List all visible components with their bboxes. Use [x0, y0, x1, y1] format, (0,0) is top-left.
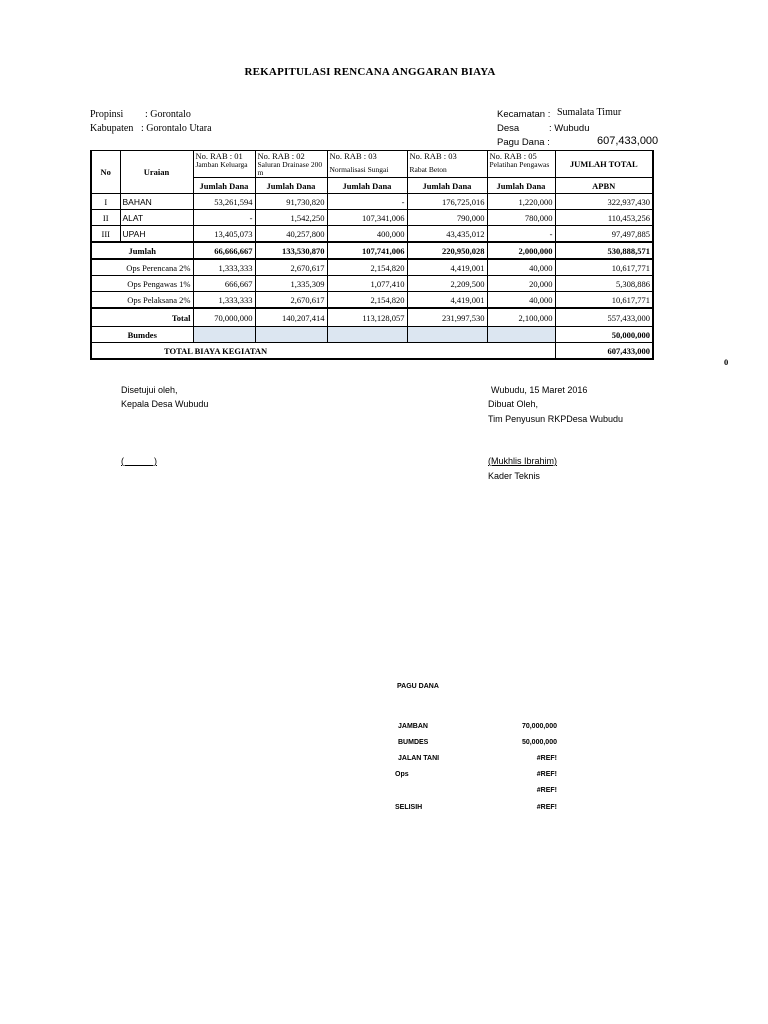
header-row	[91, 151, 653, 178]
bumdes-blank-cell	[193, 327, 255, 343]
total-label: Total	[91, 308, 193, 327]
cell-total: 110,453,256	[555, 210, 653, 226]
approval-label: Disetujui oleh,	[121, 385, 178, 395]
ops-label: Ops Perencana 2%	[91, 259, 193, 276]
cell-value: 1,333,333	[193, 292, 255, 309]
preparer-role: Kader Teknis	[488, 471, 540, 481]
outside-value: 0	[724, 357, 729, 367]
pagu-item-value: #REF!	[536, 771, 557, 778]
cell-value: 13,405,073	[193, 226, 255, 243]
ops-row	[91, 276, 653, 292]
bumdes-label: Bumdes	[91, 327, 193, 343]
ops-row	[91, 292, 653, 309]
row-uraian: UPAH	[120, 226, 193, 243]
pagu-item-value: #REF!	[536, 755, 557, 762]
cell-value: 4,419,001	[407, 292, 487, 309]
cell-value: 666,667	[193, 276, 255, 292]
total-biaya-label: TOTAL BIAYA KEGIATAN	[91, 343, 555, 360]
cell-value: 176,725,016	[407, 194, 487, 210]
jumlah-total-header: JUMLAH TOTAL	[555, 151, 653, 178]
jumlah-dana-header: Jumlah Dana	[407, 178, 487, 194]
cell-value: 113,128,057	[327, 308, 407, 327]
cell-value: 2,670,617	[255, 292, 327, 309]
cell-value: -	[327, 194, 407, 210]
total-row	[91, 308, 653, 327]
pagu-item-label: SELISIH	[395, 804, 423, 811]
cell-value: 790,000	[407, 210, 487, 226]
jumlah-dana-header: Jumlah Dana	[327, 178, 407, 194]
pagu-item-value: 70,000,000	[521, 723, 557, 730]
cell-value: -	[487, 226, 555, 243]
cell-value: 4,419,001	[407, 259, 487, 276]
cell-value: 400,000	[327, 226, 407, 243]
cell-total: 97,497,885	[555, 226, 653, 243]
cell-value: 1,335,309	[255, 276, 327, 292]
cell-value: 40,000	[487, 292, 555, 309]
table-row	[91, 210, 653, 226]
kabupaten-label: Kabupaten	[90, 123, 134, 134]
column-header: No. RAB : 01 Jamban Keluarga	[193, 151, 255, 178]
cell-total: 607,433,000	[555, 343, 653, 360]
total-biaya-row	[91, 343, 653, 360]
table-row	[91, 194, 653, 210]
cell-total: 557,433,000	[555, 308, 653, 327]
cell-value: 140,207,414	[255, 308, 327, 327]
cell-value: 1,333,333	[193, 259, 255, 276]
column-header: No. RAB : 05 Pelatihan Pengawas	[487, 151, 555, 178]
jumlah-dana-header: Jumlah Dana	[255, 178, 327, 194]
pagu-dana-value: 607,433,000	[597, 135, 659, 147]
cell-value: 2,000,000	[487, 242, 555, 259]
pagu-item-value: #REF!	[536, 787, 557, 794]
kabupaten-value: : Gorontalo Utara	[141, 123, 212, 134]
kecamatan-value: Sumalata Timur	[557, 107, 622, 118]
desa-value: : Wubudu	[549, 123, 590, 134]
cell-value: 53,261,594	[193, 194, 255, 210]
cell-total: 530,888,571	[555, 242, 653, 259]
cell-value: 43,435,012	[407, 226, 487, 243]
bumdes-blank-cell	[327, 327, 407, 343]
jumlah-dana-header: Jumlah Dana	[487, 178, 555, 194]
cell-value: 107,741,006	[327, 242, 407, 259]
cell-total: 10,617,771	[555, 259, 653, 276]
no-header: No	[91, 151, 120, 194]
column-header: No. RAB : 02 Saluran Drainase 200 m	[255, 151, 327, 178]
apbn-header: APBN	[555, 178, 653, 194]
column-header: No. RAB : 03 Normalisasi Sungai	[327, 151, 407, 178]
cell-value: 231,997,530	[407, 308, 487, 327]
cell-total: 50,000,000	[555, 327, 653, 343]
cell-value: 1,220,000	[487, 194, 555, 210]
ops-label: Ops Pengawas 1%	[91, 276, 193, 292]
row-uraian: BAHAN	[120, 194, 193, 210]
propinsi-value: : Gorontalo	[145, 109, 191, 120]
team-label: Tim Penyusun RKPDesa Wubudu	[488, 414, 624, 424]
pagu-item-label: Ops	[395, 771, 409, 778]
prepared-by-label: Dibuat Oleh,	[488, 399, 539, 409]
pagu-dana-label: Pagu Dana :	[497, 137, 550, 148]
cell-value: 1,077,410	[327, 276, 407, 292]
pagu-item-label: JALAN TANI	[398, 755, 440, 762]
bumdes-blank-cell	[407, 327, 487, 343]
cell-value: 91,730,820	[255, 194, 327, 210]
ops-row	[91, 259, 653, 276]
kepala-desa-signature: ( )	[121, 456, 157, 466]
date-place: Wubudu, 15 Maret 2016	[491, 385, 588, 395]
pagu-item-label: BUMDES	[398, 739, 429, 746]
cell-value: 107,341,006	[327, 210, 407, 226]
cell-value: 40,000	[487, 259, 555, 276]
bumdes-blank-cell	[487, 327, 555, 343]
rab-table	[90, 150, 654, 360]
cell-value: 2,670,617	[255, 259, 327, 276]
cell-total: 322,937,430	[555, 194, 653, 210]
pagu-item-value: 50,000,000	[521, 739, 557, 746]
cell-value: 40,257,800	[255, 226, 327, 243]
cell-total: 10,617,771	[555, 292, 653, 309]
cell-value: 2,100,000	[487, 308, 555, 327]
jumlah-dana-header: Jumlah Dana	[193, 178, 255, 194]
uraian-header: Uraian	[120, 151, 193, 194]
cell-value: 20,000	[487, 276, 555, 292]
cell-value: 2,154,820	[327, 292, 407, 309]
cell-value: 133,530,870	[255, 242, 327, 259]
cell-value: 66,666,667	[193, 242, 255, 259]
kecamatan-label: Kecamatan :	[497, 109, 551, 120]
row-uraian: ALAT	[120, 210, 193, 226]
jumlah-label: Jumlah	[91, 242, 193, 259]
pagu-dana-title: PAGU DANA	[397, 683, 439, 690]
cell-total: 5,308,886	[555, 276, 653, 292]
desa-label: Desa	[497, 123, 520, 134]
jumlah-row	[91, 242, 653, 259]
pagu-item-label: JAMBAN	[398, 723, 428, 730]
ops-label: Ops Pelaksana 2%	[91, 292, 193, 309]
kepala-desa-label: Kepala Desa Wubudu	[121, 399, 209, 409]
row-no: II	[91, 210, 120, 226]
pagu-item-value: #REF!	[536, 804, 557, 811]
column-header: No. RAB : 03 Rabat Beton	[407, 151, 487, 178]
cell-value: 2,154,820	[327, 259, 407, 276]
propinsi-label: Propinsi	[90, 109, 124, 120]
cell-value: -	[193, 210, 255, 226]
bumdes-row	[91, 327, 653, 343]
bumdes-blank-cell	[255, 327, 327, 343]
table-row	[91, 226, 653, 243]
cell-value: 780,000	[487, 210, 555, 226]
preparer-name: (Mukhlis Ibrahim)	[488, 456, 558, 466]
document-title: REKAPITULASI RENCANA ANGGARAN BIAYA	[244, 66, 496, 78]
row-no: III	[91, 226, 120, 243]
cell-value: 2,209,500	[407, 276, 487, 292]
cell-value: 70,000,000	[193, 308, 255, 327]
cell-value: 1,542,250	[255, 210, 327, 226]
cell-value: 220,950,028	[407, 242, 487, 259]
row-no: I	[91, 194, 120, 210]
